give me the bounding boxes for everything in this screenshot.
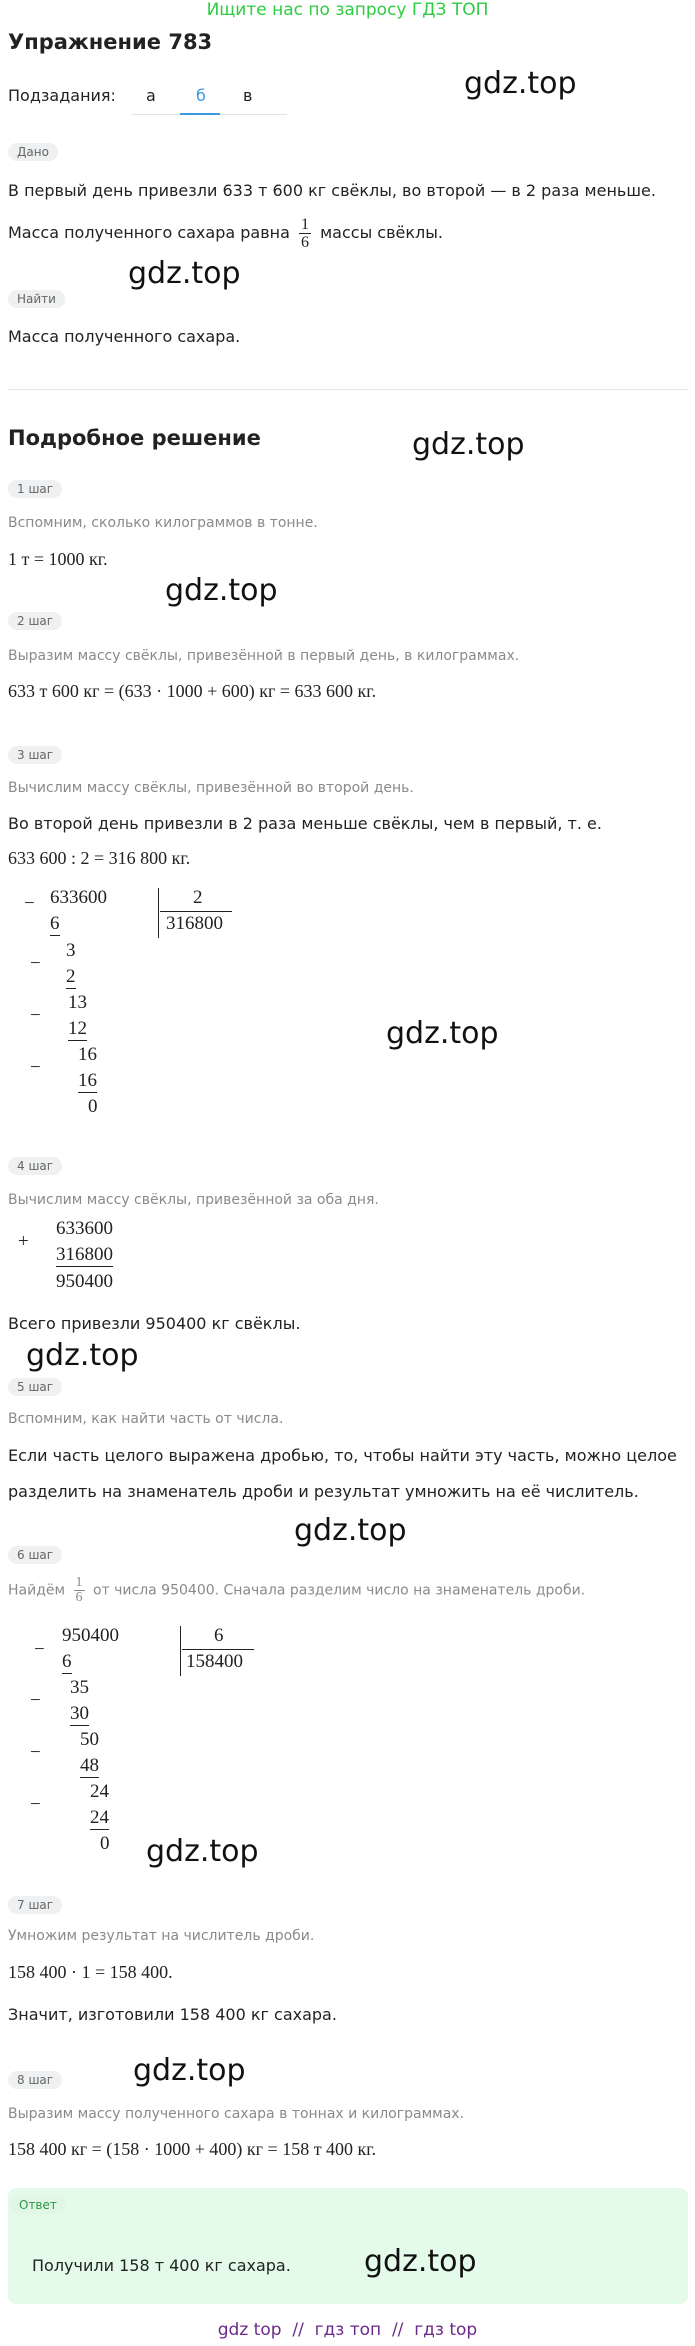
step-badge: 5 шаг: [8, 1378, 62, 1396]
division-row: 6: [50, 913, 60, 934]
division-minus: −: [30, 1742, 41, 1763]
watermark: gdz.top: [165, 573, 278, 608]
tab-b[interactable]: б: [196, 86, 206, 105]
division-row: 24: [90, 1807, 109, 1828]
watermark: gdz.top: [464, 66, 577, 101]
step-hint: Вспомним, сколько килограммов в тонне.: [8, 515, 318, 531]
step-hint: [8, 1576, 585, 1605]
step-hint: Вычислим массу свёклы, привезённой за оба дня.: [8, 1192, 379, 1208]
step-hint: Вычислим массу свёклы, привезённой во второй день.: [8, 780, 414, 796]
given-line-1: В первый день привезли 633 т 600 кг свёклы, во второй — в 2 раза меньше.: [8, 181, 656, 200]
division-row: 24: [90, 1781, 109, 1802]
step-badge: 2 шаг: [8, 612, 62, 630]
step-badge: 3 шаг: [8, 746, 62, 764]
division-dividend: 950400: [62, 1625, 119, 1646]
step-line: 633 600 : 2 = 316 800 кг.: [8, 848, 191, 868]
watermark: gdz.top: [128, 256, 241, 291]
division-row: 0: [88, 1096, 98, 1117]
tab-v[interactable]: в: [243, 86, 253, 105]
step-line: Во второй день привезли в 2 раза меньше свёклы, чем в первый, т. е.: [8, 814, 602, 833]
step-line: 1 т = 1000 кг.: [8, 549, 108, 569]
division-minus: −: [34, 1639, 45, 1660]
step-hint: Выразим массу свёклы, привезённой в первый день, в килограммах.: [8, 648, 520, 664]
answer-text: Получили 158 т 400 кг сахара.: [32, 2256, 291, 2275]
tab-a[interactable]: а: [146, 86, 156, 105]
step-line: 158 400 кг = (158 · 1000 + 400) кг = 158 т 400 кг.: [8, 2139, 377, 2159]
solution-title: Подробное решение: [8, 426, 261, 450]
step-badge: 4 шаг: [8, 1157, 62, 1175]
division-row: 48: [80, 1755, 99, 1776]
step-badge: 8 шаг: [8, 2071, 62, 2089]
given-badge: Дано: [8, 143, 58, 161]
find-badge: Найти: [8, 290, 65, 308]
step-hint: Вспомним, как найти часть от числа.: [8, 1411, 284, 1427]
division-row: 12: [68, 1018, 87, 1039]
watermark: gdz.top: [386, 1016, 499, 1051]
step-line: Если часть целого выражена дробью, то, чтобы найти эту часть, можно целое: [8, 1446, 677, 1465]
given-line-2-pre: Масса полученного сахара равна: [8, 223, 290, 242]
fraction-numerator: 1: [301, 216, 309, 233]
fraction-numerator: 1: [75, 1575, 83, 1590]
step-hint-pre: Найдём: [8, 1582, 66, 1599]
active-tab-indicator: [180, 113, 220, 115]
step-line: 158 400 · 1 = 158 400.: [8, 1962, 173, 1982]
watermark: gdz.top: [412, 427, 525, 462]
fraction-one-sixth: [299, 216, 311, 251]
division-divisor: 2: [193, 887, 203, 908]
division-row: 30: [70, 1703, 89, 1724]
division-row: 2: [66, 966, 76, 987]
division-row: 6: [62, 1651, 72, 1672]
division-bracket-vertical: [180, 1626, 181, 1676]
search-hint-link[interactable]: Ищите нас по запросу ГДЗ ТОП: [206, 0, 489, 20]
division-minus: −: [30, 1794, 41, 1815]
step-hint: Выразим массу полученного сахара в тоннах и килограммах.: [8, 2106, 465, 2122]
step-hint-post: от числа 950400. Сначала разделим число на знаменатель дроби.: [92, 1582, 586, 1599]
step-badge: 7 шаг: [8, 1896, 62, 1914]
watermark: gdz.top: [146, 1834, 259, 1869]
division-quotient: 158400: [186, 1651, 243, 1672]
fraction-one-sixth: [74, 1576, 85, 1605]
division-row: 13: [68, 992, 87, 1013]
division-row: 35: [70, 1677, 89, 1698]
division-minus: −: [30, 1005, 41, 1026]
division-minus: −: [30, 1690, 41, 1711]
step-badge: 6 шаг: [8, 1546, 62, 1564]
addition-term-1: 633600: [56, 1218, 113, 1239]
step-badge: 1 шаг: [8, 480, 62, 498]
subtasks-label: Подзадания:: [8, 86, 116, 105]
watermark: gdz.top: [26, 1338, 139, 1373]
addition-term-2: 316800: [56, 1244, 113, 1265]
find-text: Масса полученного сахара.: [8, 327, 241, 346]
answer-badge: Ответ: [10, 2196, 66, 2214]
given-line-2: [8, 216, 443, 251]
division-bracket-horizontal: [160, 911, 232, 912]
watermark: gdz.top: [364, 2244, 477, 2279]
step-line: разделить на знаменатель дроби и результат умножить на её числитель.: [8, 1482, 639, 1501]
given-line-2-post: массы свёклы.: [320, 223, 443, 242]
division-row: 16: [78, 1070, 97, 1091]
division-row: 0: [100, 1833, 110, 1854]
footer-links[interactable]: gdz top // гдз топ // гдз top: [217, 2320, 478, 2340]
step-line: 633 т 600 кг = (633 · 1000 + 600) кг = 633 600 кг.: [8, 681, 377, 701]
fraction-denominator: 6: [75, 1590, 83, 1605]
division-quotient: 316800: [166, 913, 223, 934]
division-divisor: 6: [214, 1625, 224, 1646]
addition-sum: 950400: [56, 1271, 113, 1292]
addition-plus: +: [18, 1231, 29, 1252]
division-minus: −: [30, 953, 41, 974]
answer-box: [8, 2188, 688, 2304]
fraction-denominator: 6: [301, 234, 309, 251]
division-row: 16: [78, 1044, 97, 1065]
section-divider: [8, 389, 688, 390]
watermark: gdz.top: [294, 1513, 407, 1548]
division-bracket-vertical: [158, 888, 159, 938]
division-bracket-horizontal: [182, 1649, 254, 1650]
page-title: Упражнение 783: [8, 30, 213, 54]
step-hint: Умножим результат на числитель дроби.: [8, 1928, 315, 1944]
division-minus: −: [30, 1057, 41, 1078]
step-line: Всего привезли 950400 кг свёклы.: [8, 1314, 301, 1333]
division-dividend: 633600: [50, 887, 107, 908]
watermark: gdz.top: [133, 2053, 246, 2088]
division-row: 50: [80, 1729, 99, 1750]
division-row: 3: [66, 940, 76, 961]
division-minus: −: [24, 893, 35, 914]
step-line: Значит, изготовили 158 400 кг сахара.: [8, 2005, 337, 2024]
